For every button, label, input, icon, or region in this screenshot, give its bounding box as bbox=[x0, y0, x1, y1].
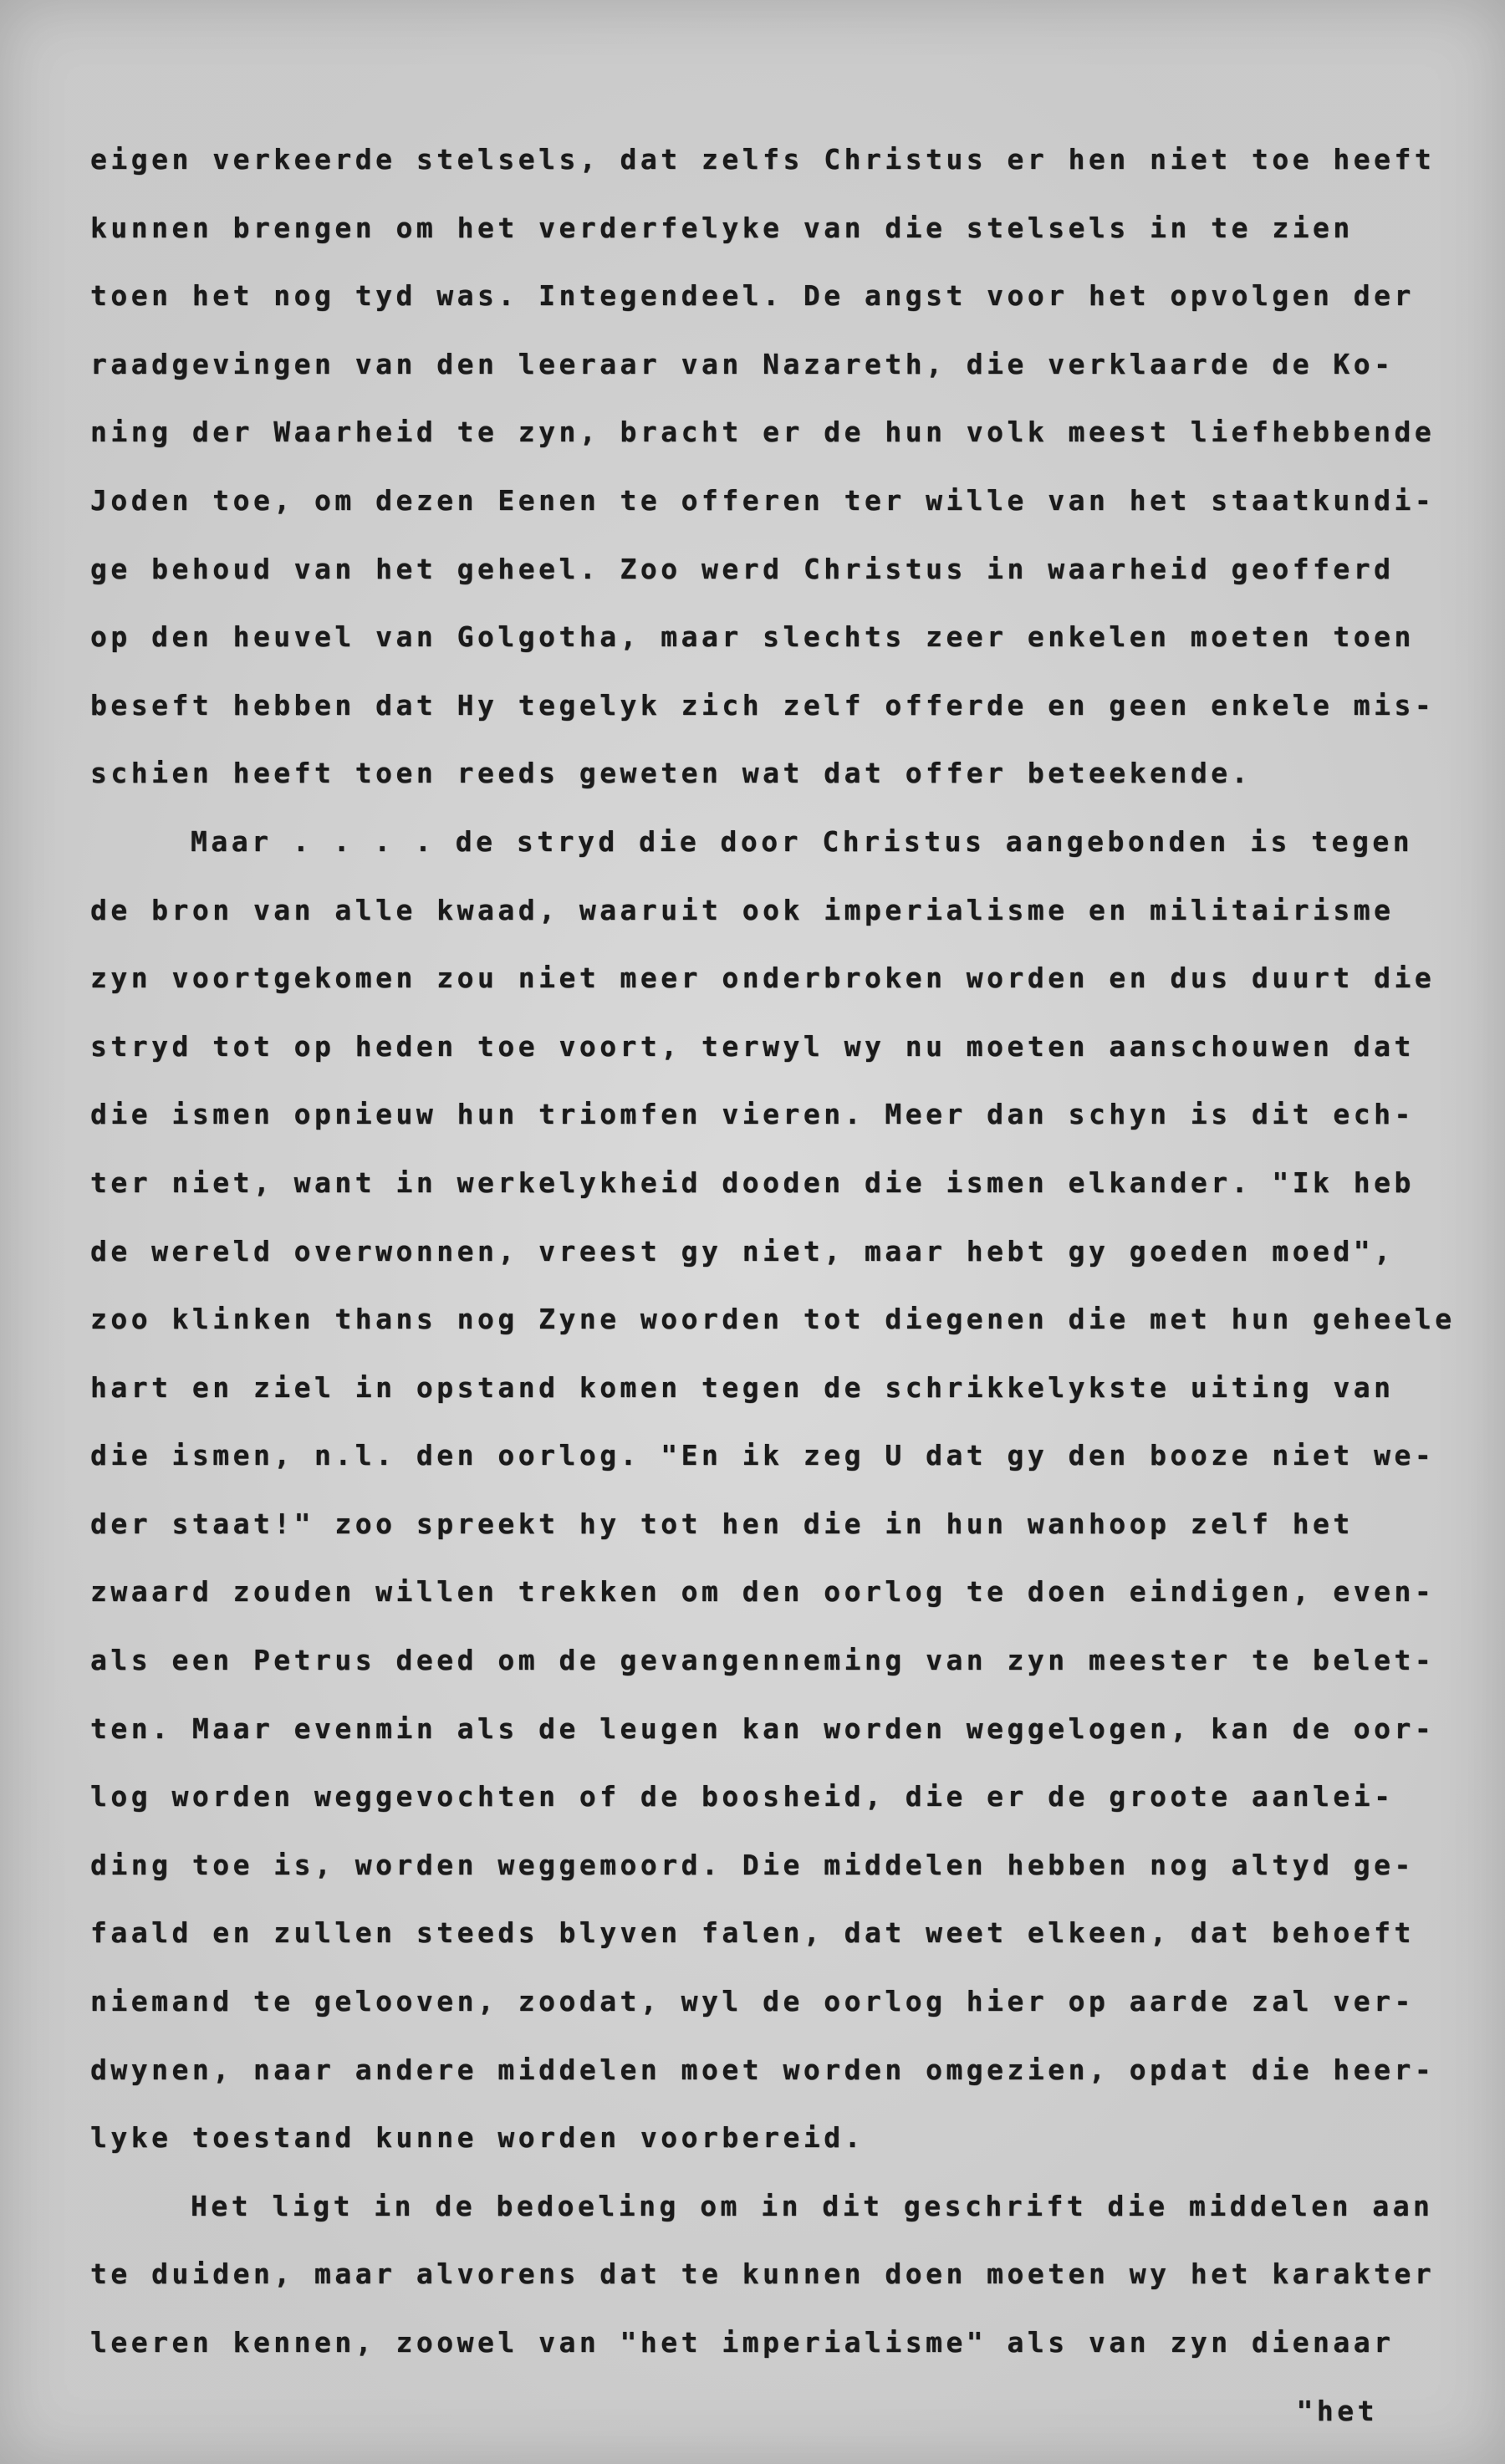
text-line: ding toe is, worden weggemoord. Die middelen hebben nog altyd ge- bbox=[90, 1848, 1415, 1881]
text-line: te duiden, maar alvorens dat te kunnen doen moeten wy het karakter bbox=[90, 2257, 1436, 2291]
text-line: beseft hebben dat Hy tegelyk zich zelf offerde en geen enkele mis- bbox=[90, 688, 1436, 722]
text-line: zyn voortgekomen zou niet meer onderbroken worden en dus duurt die bbox=[90, 962, 1436, 995]
text-line: hart en ziel in opstand komen tegen de schrikkelykste uiting van bbox=[90, 1370, 1395, 1404]
text-line: ning der Waarheid te zyn, bracht er de hun volk meest liefhebbende bbox=[90, 416, 1436, 449]
text-line: toen het nog tyd was. Integendeel. De angst voor het opvolgen der bbox=[90, 279, 1415, 313]
text-line: stryd tot op heden toe voort, terwyl wy nu moeten aanschouwen dat bbox=[90, 1029, 1415, 1063]
text-line: ten. Maar evenmin als de leugen kan worden weggelogen, kan de oor- bbox=[90, 1712, 1436, 1745]
text-line: der staat!" zoo spreekt hy tot hen die in hun wanhoop zelf het bbox=[90, 1507, 1354, 1540]
text-line: raadgevingen van den leeraar van Nazareth, die verklaarde de Ko- bbox=[90, 347, 1395, 380]
text-line: eigen verkeerde stelsels, dat zelfs Christus er hen niet toe heeft bbox=[90, 143, 1436, 176]
text-line: ge behoud van het geheel. Zoo werd Christus in waarheid geofferd bbox=[90, 552, 1395, 585]
text-line: de bron van alle kwaad, waaruit ook imperialisme en militairisme bbox=[90, 893, 1395, 926]
catchword: "het bbox=[1296, 2394, 1378, 2427]
text-line: ter niet, want in werkelykheid dooden die ismen elkander. "Ik heb bbox=[90, 1166, 1415, 1199]
text-line: die ismen opnieuw hun triomfen vieren. Meer dan schyn is dit ech- bbox=[90, 1098, 1415, 1131]
text-line: lyke toestand kunne worden voorbereid. bbox=[90, 2121, 865, 2155]
text-line: kunnen brengen om het verderfelyke van die stelsels in te zien bbox=[90, 211, 1354, 244]
text-line: als een Petrus deed om de gevangenneming van zyn meester te belet- bbox=[90, 1644, 1436, 1677]
text-line: Maar . . . . de stryd die door Christus aangebonden is tegen bbox=[191, 824, 1414, 858]
text-line: dwynen, naar andere middelen moet worden omgezien, opdat die heer- bbox=[90, 2053, 1436, 2086]
text-line: Het ligt in de bedoeling om in dit geschrift die middelen aan bbox=[191, 2189, 1434, 2222]
text-line: op den heuvel van Golgotha, maar slechts zeer enkelen moeten toen bbox=[90, 620, 1415, 654]
text-line: niemand te gelooven, zoodat, wyl de oorlog hier op aarde zal ver- bbox=[90, 1985, 1415, 2018]
text-line: schien heeft toen reeds geweten wat dat offer beteekende. bbox=[90, 757, 1252, 790]
text-line: zoo klinken thans nog Zyne woorden tot diegenen die met hun geheele bbox=[90, 1303, 1456, 1336]
text-line: log worden weggevochten of de boosheid, die er de groote aanlei- bbox=[90, 1780, 1395, 1814]
typewritten-text-body bbox=[90, 125, 1456, 2445]
text-line: zwaard zouden willen trekken om den oorlog te doen eindigen, even- bbox=[90, 1575, 1436, 1609]
text-line: leeren kennen, zoowel van "het imperialisme" als van zyn dienaar bbox=[90, 2326, 1395, 2359]
text-line: faald en zullen steeds blyven falen, dat weet elkeen, dat behoeft bbox=[90, 1916, 1415, 1950]
text-line: Joden toe, om dezen Eenen te offeren ter wille van het staatkundi- bbox=[90, 483, 1436, 517]
text-line: die ismen, n.l. den oorlog. "En ik zeg U dat gy den booze niet we- bbox=[90, 1439, 1436, 1472]
text-line: de wereld overwonnen, vreest gy niet, maar hebt gy goeden moed", bbox=[90, 1234, 1395, 1268]
